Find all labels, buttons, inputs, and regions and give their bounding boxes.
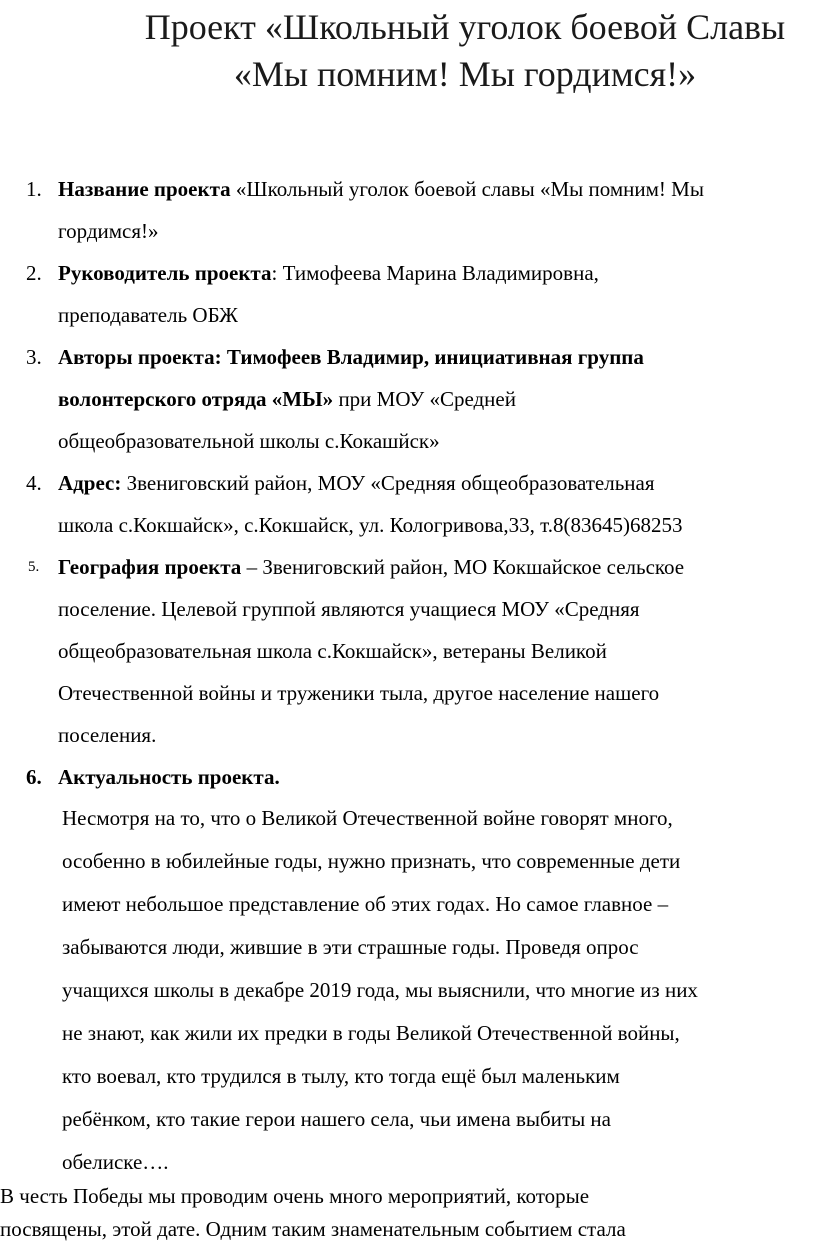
item-text: при МОУ «Средней [333, 387, 516, 411]
paragraph-line: забываются люди, жившие в эти страшные годы. Проведя опрос [62, 935, 639, 959]
paragraph-line: учащихся школы в декабре 2019 года, мы выяснили, что многие из них [62, 978, 698, 1002]
item-text: – Звениговский район, МО Кокшайское сельское [241, 555, 685, 579]
item-number: 4. [26, 471, 42, 495]
item-text: поселения. [58, 723, 157, 747]
paragraph-line: имеют небольшое представление об этих годах. Но самое главное – [62, 892, 669, 916]
item-number: 6. [26, 765, 42, 789]
list-item-project-authors [0, 336, 816, 462]
item-text: школа с.Кокшайск», с.Кокшайск, ул. Кологривова,33, т.8(83645)68253 [58, 513, 683, 537]
title-line-1: Проект «Школьный уголок боевой Славы [144, 7, 786, 47]
item-text: преподаватель ОБЖ [58, 303, 238, 327]
paragraph-line: особенно в юбилейные годы, нужно признать, что современные дети [62, 849, 681, 873]
title-line-2: «Мы помним! Мы гордимся!» [233, 54, 697, 94]
item-label: Авторы проекта: Тимофеев Владимир, инициативная группа [58, 345, 644, 369]
item-number: 5. [28, 559, 40, 575]
item-text: общеобразовательная школа с.Кокшайск», ветераны Великой [58, 639, 607, 663]
list-item-address [0, 462, 816, 546]
list-item-project-name [0, 168, 816, 252]
relevance-paragraph [62, 797, 814, 1184]
paragraph-line: кто воевал, кто трудился в тылу, кто тогда ещё был маленьким [62, 1064, 620, 1088]
list-item-relevance [0, 756, 816, 798]
paragraph-line: обелиске…. [62, 1150, 169, 1174]
item-text: Звениговский район, МОУ «Средняя общеобразовательная [121, 471, 655, 495]
paragraph-line: ребёнком, кто такие герои нашего села, чьи имена выбиты на [62, 1107, 611, 1131]
paragraph-line: посвящены, этой дате. Одним таким знаменательным событием стала [0, 1217, 626, 1241]
item-text: «Школьный уголок боевой славы «Мы помним! Мы [230, 177, 704, 201]
item-number: 1. [26, 177, 42, 201]
paragraph-line: Несмотря на то, что о Великой Отечественной войне говорят много, [62, 806, 673, 830]
project-details-list [0, 168, 816, 798]
item-label: Актуальность проекта. [58, 765, 280, 789]
item-label: Руководитель проекта [58, 261, 272, 285]
item-label: Адрес: [58, 471, 122, 495]
item-text: Отечественной войны и труженики тыла, другое население нашего [58, 681, 660, 705]
paragraph-line: В честь Победы мы проводим очень много мероприятий, которые [0, 1184, 590, 1208]
list-item-project-leader [0, 252, 816, 336]
item-text: гордимся!» [58, 219, 159, 243]
item-text: : Тимофеева Марина Владимировна, [271, 261, 599, 285]
trailing-paragraph [0, 1180, 816, 1246]
paragraph-line: не знают, как жили их предки в годы Великой Отечественной войны, [62, 1021, 680, 1045]
item-label: География проекта [58, 555, 242, 579]
item-label: волонтерского отряда «МЫ» [58, 387, 334, 411]
page-title [110, 4, 816, 98]
item-text: общеобразовательной школы с.Кокашйск» [58, 429, 440, 453]
list-item-geography [0, 546, 816, 756]
item-label: Название проекта [58, 177, 231, 201]
item-number: 2. [26, 261, 42, 285]
item-text: поселение. Целевой группой являются учащиеся МОУ «Средняя [58, 597, 640, 621]
item-number: 3. [26, 345, 42, 369]
